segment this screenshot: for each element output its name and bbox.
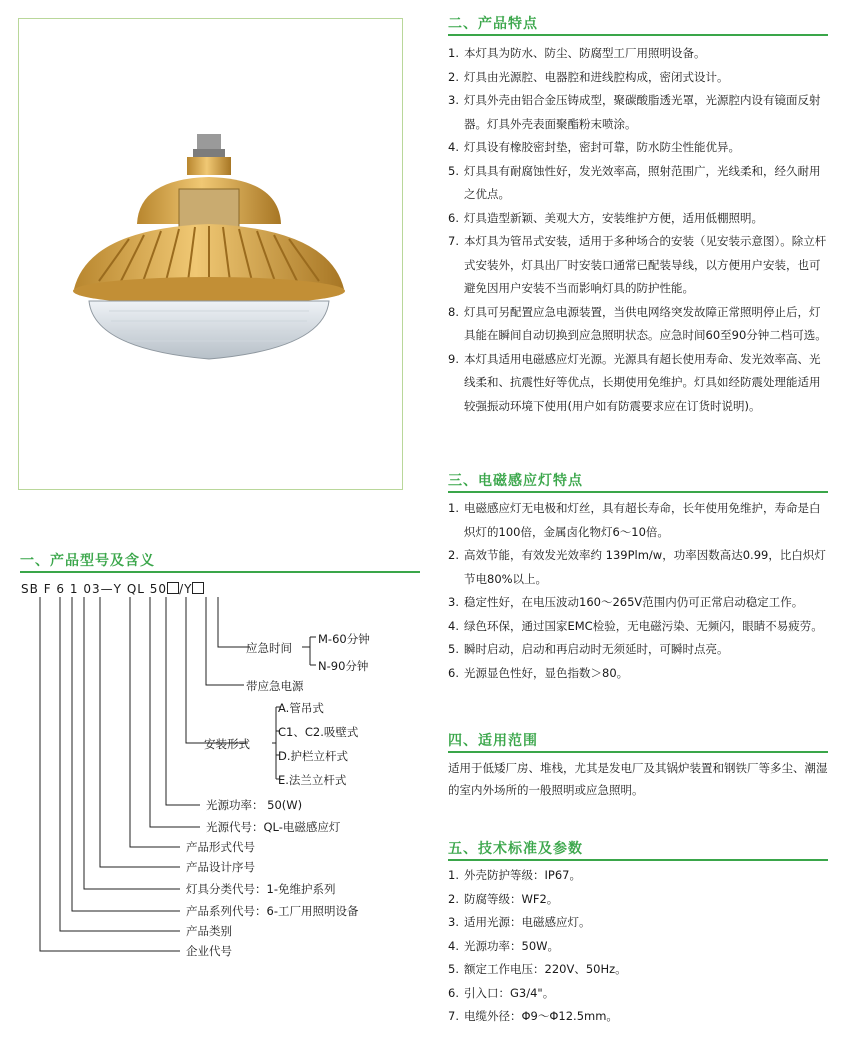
list-item: 2. 灯具由光源腔、电器腔和进线腔构成，密闭式设计。 [448, 69, 729, 84]
section3-rule [448, 491, 828, 493]
label-category: 产品类别 [186, 924, 232, 938]
list-item: 2. 防腐等级：WF2。 [448, 891, 559, 906]
section4-text: 适用于低矮厂房、堆栈，尤其是发电厂及其锅炉装置和钢铁厂等多尘、潮湿的室内外场所的一般照明或应急照明。 [448, 761, 828, 797]
section5-rule [448, 859, 828, 861]
label-install-d: D.护栏立杆式 [278, 749, 349, 763]
section5-title: 五、技术标准及参数 [448, 841, 583, 857]
label-company: 企业代号 [186, 944, 232, 958]
label-power: 光源功率： 50(W) [206, 798, 303, 812]
list-item: 7. 本灯具为管吊式安装，适用于多种场合的安装（见安装示意图）。除立杆式安装外，灯具出厂时安装口通常已配装导线，以方便用户安装，也可避免因用户安装不当而影响灯具的防护性能。 [448, 234, 827, 295]
list-item: 6. 引入口：G3/4"。 [448, 985, 555, 1000]
section4-title: 四、适用范围 [448, 733, 538, 749]
label-install-e: E.法兰立杆式 [278, 773, 347, 787]
list-item: 4. 灯具设有橡胶密封垫，密封可靠，防水防尘性能优异。 [448, 140, 740, 154]
list-item: 5. 瞬时启动，启动和再启动时无须延时，可瞬时点亮。 [448, 642, 729, 656]
list-item: 1. 外壳防护等级：IP67。 [448, 868, 581, 882]
product-photo [18, 18, 403, 490]
code-slash: / [179, 582, 185, 596]
code-dash: — [100, 582, 114, 596]
section4-rule [448, 751, 828, 753]
section1-title: 一、产品型号及含义 [20, 553, 155, 569]
section1-rule [20, 571, 420, 573]
code-f: F [43, 582, 52, 596]
code-sb: SB [21, 582, 39, 596]
list-item: 1. 本灯具为防水、防尘、防腐型工厂用照明设备。 [448, 46, 706, 60]
section3-list [448, 497, 828, 685]
code-1: 1 [69, 582, 79, 596]
label-class-code: 灯具分类代号：1-免维护系列 [186, 882, 336, 896]
list-item: 4. 光源功率：50W。 [448, 938, 560, 953]
list-item: 8. 灯具可另配置应急电源装置，当供电网络突发故障正常照明停止后，灯具能在瞬间自动切换到应急照明状态。应急时间60至90分钟二档可选。 [448, 304, 827, 342]
section2-title: 二、产品特点 [448, 16, 538, 32]
code-03: 03 [83, 582, 101, 596]
list-item: 5. 灯具具有耐腐蚀性好，发光效率高，照射范围广，光线柔和，经久耐用之优点。 [448, 163, 821, 201]
lamp-image [19, 19, 402, 489]
code-50: 50 [149, 582, 168, 596]
list-item: 1. 电磁感应灯无电极和灯丝，具有超长寿命，长年使用免维护，寿命是白炽灯的100倍，金属卤化物灯6～10倍。 [448, 501, 821, 539]
list-item: 6. 灯具造型新颖、美观大方，安装维护方便，适用低棚照明。 [448, 210, 763, 225]
list-item: 9. 本灯具适用电磁感应灯光源。光源具有超长使用寿命、发光效率高、光线柔和、抗震性好等优点，长期使用免维护。灯具如经防震处理能适用较强振动环境下使用(用户如有防震要求应在订货时说明)。 [448, 351, 821, 413]
label-install-a: A.管吊式 [278, 701, 324, 715]
label-series-code: 产品系列代号：6-工厂用照明设备 [186, 904, 359, 918]
label-install-form: 安装形式 [204, 737, 250, 751]
section2-rule [448, 34, 828, 36]
code-ql: QL [126, 582, 145, 596]
label-m60: M-60分钟 [318, 632, 370, 646]
list-item: 4. 绿色环保，通过国家EMC检验，无电磁污染、无频闪，眼睛不易疲劳。 [448, 618, 823, 633]
label-with-emergency: 带应急电源 [246, 679, 304, 693]
label-design-seq: 产品设计序号 [186, 860, 255, 874]
section2-list [448, 42, 828, 418]
list-item: 5. 额定工作电压：220V、50Hz。 [448, 962, 627, 976]
section5-list [448, 864, 828, 1029]
list-item: 3. 稳定性好，在电压波动160～265V范围内仍可正常启动稳定工作。 [448, 595, 804, 609]
list-item: 7. 电缆外径：Φ9～Φ12.5mm。 [448, 1009, 618, 1023]
label-form-code: 产品形式代号 [186, 840, 255, 854]
label-emergency-time: 应急时间 [246, 641, 292, 655]
code-6: 6 [56, 582, 66, 596]
list-item: 6. 光源显色性好，显色指数＞80。 [448, 665, 629, 680]
list-item: 3. 灯具外壳由铝合金压铸成型，聚碳酸脂透光罩，光源腔内设有镜面反射器。灯具外壳表面聚酯粉末喷涂。 [448, 93, 821, 131]
label-n90: N-90分钟 [318, 659, 369, 673]
section3-title: 三、电磁感应灯特点 [448, 473, 583, 489]
list-item: 2. 高效节能，有效发光效率约 139Plm/w，功率因数高达0.99，比白炽灯节电80%以上。 [448, 548, 826, 586]
code-y2: Y [184, 582, 193, 596]
label-source-code: 光源代号：QL-电磁感应灯 [206, 820, 341, 834]
code-y: Y [113, 582, 122, 596]
label-install-c: C1、C2.吸壁式 [278, 725, 359, 739]
list-item: 3. 适用光源：电磁感应灯。 [448, 915, 591, 929]
